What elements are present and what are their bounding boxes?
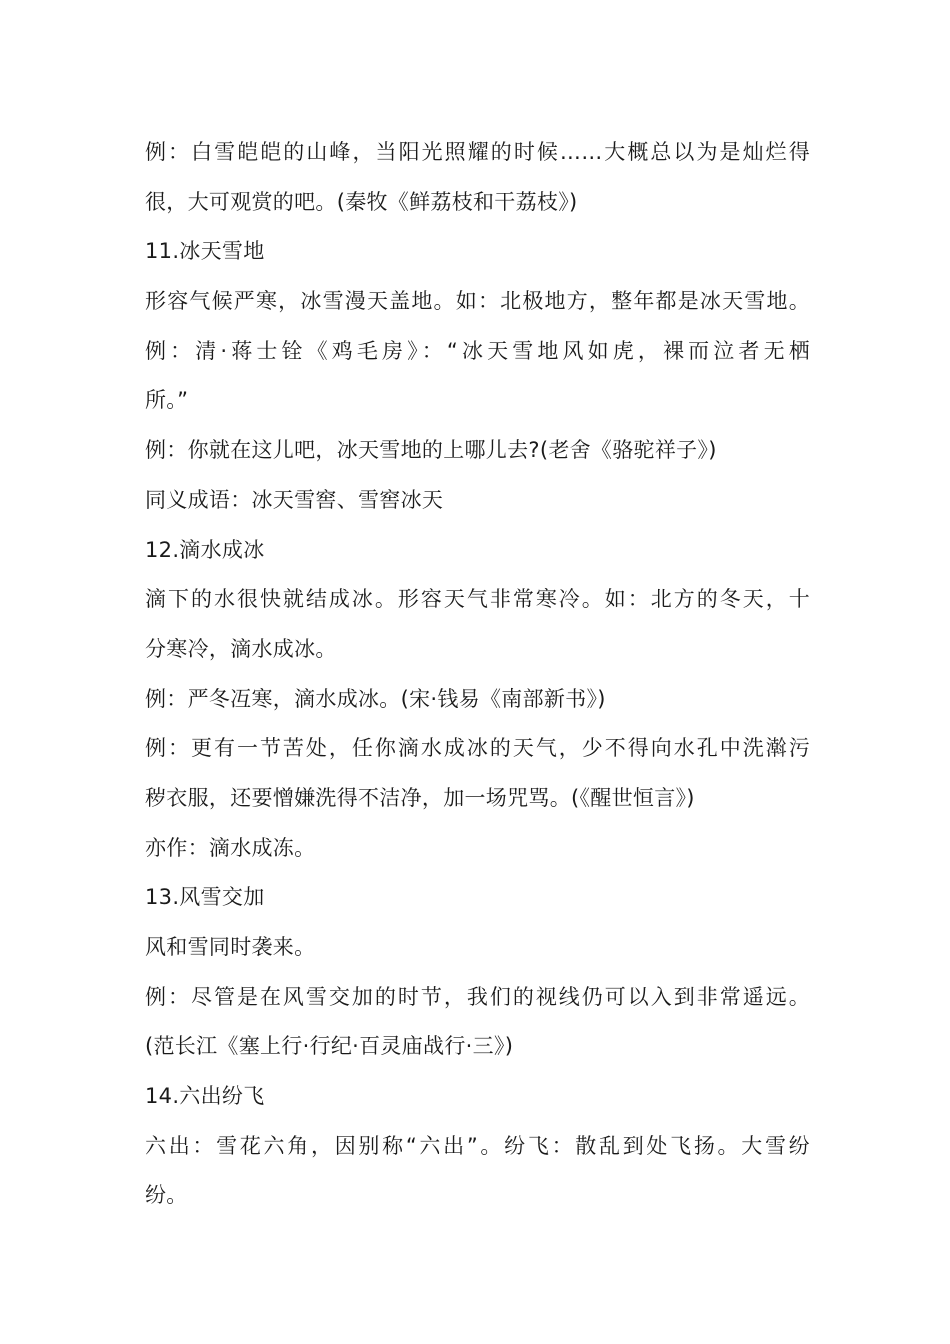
document-body — [145, 128, 810, 1221]
paragraph-line: 分寒冷，滴水成冰。 — [145, 636, 337, 661]
paragraph-line: 例：更有一节苦处，任你滴水成冰的天气，少不得向水孔中洗濣污 — [145, 736, 810, 761]
paragraph-line: 例：尽管是在风雪交加的时节，我们的视线仍可以入到非常遥远。 — [145, 984, 810, 1009]
paragraph-line: 六出：雪花六角，因别称“六出”。纷飞：散乱到处飞扬。大雪纷 — [145, 1133, 810, 1158]
paragraph-line: 例：白雪皑皑的山峰，当阳光照耀的时候……大概总以为是灿烂得 — [145, 140, 810, 164]
paragraph-line: 亦作：滴水成冻。 — [145, 835, 316, 860]
paragraph-line: 风和雪同时袭来。 — [145, 935, 316, 959]
paragraph-line: 同义成语：冰天雪窖、雪窖冰天 — [145, 487, 444, 512]
paragraph-line: 纷。 — [145, 1183, 188, 1208]
paragraph-line: 例：严冬冱寒，滴水成冰。(宋·钱易《南部新书》) — [145, 686, 606, 711]
section-heading: 12.滴水成冰 — [145, 537, 265, 562]
paragraph-line: (范长江《塞上行·行纪·百灵庙战行·三》) — [145, 1034, 514, 1059]
section-heading: 11.冰天雪地 — [145, 239, 265, 264]
paragraph-line: 很，大可观赏的吧。(秦牧《鲜荔枝和干荔枝》) — [145, 189, 578, 214]
paragraph-line: 所。” — [145, 388, 189, 413]
paragraph-line: 滴下的水很快就结成冰。形容天气非常寒冷。如：北方的冬天，十 — [145, 587, 810, 612]
section-heading: 14.六出纷飞 — [145, 1084, 265, 1109]
section-heading: 13.风雪交加 — [145, 885, 265, 910]
paragraph-line: 例：你就在这儿吧，冰天雪地的上哪儿去?(老舍《骆驼祥子》) — [145, 438, 717, 463]
paragraph-line: 秽衣服，还要憎嫌洗得不洁净，加一场咒骂。(《醒世恒言》) — [145, 785, 695, 810]
paragraph-line: 形容气候严寒，冰雪漫天盖地。如：北极地方，整年都是冰天雪地。 — [145, 289, 810, 314]
paragraph-line: 例：清·蒋士铨《鸡毛房》：“冰天雪地风如虎，裸而泣者无栖 — [145, 338, 810, 363]
